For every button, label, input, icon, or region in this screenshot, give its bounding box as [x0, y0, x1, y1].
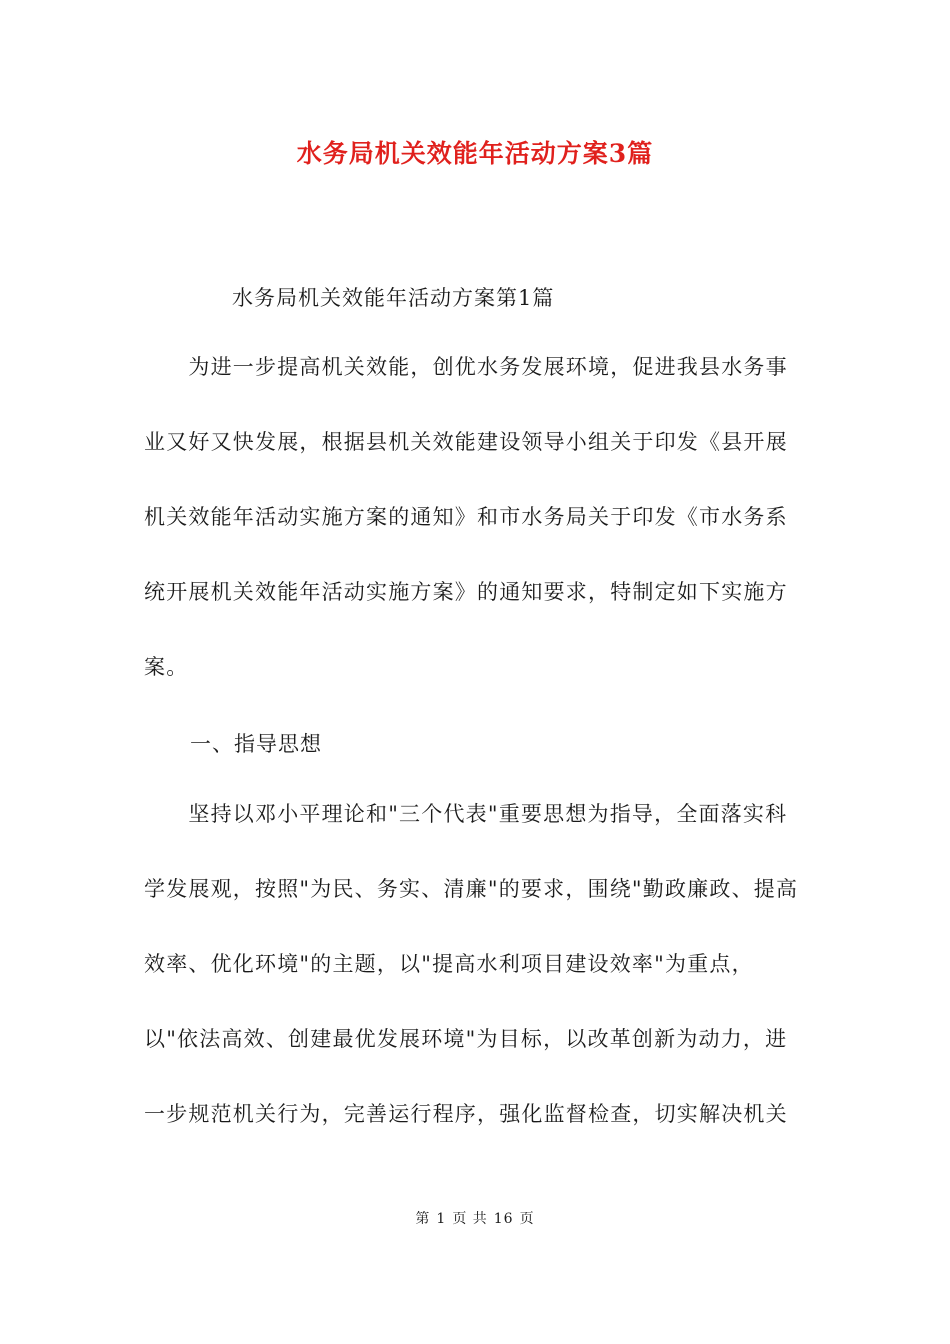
article-subtitle: 水务局机关效能年活动方案第1篇 [232, 286, 555, 310]
paragraph-line: 为进一步提高机关效能，创优水务发展环境，促进我县水务事 [144, 355, 788, 379]
paragraph-line: 坚持以邓小平理论和"三个代表"重要思想为指导，全面落实科 [144, 802, 788, 826]
footer-middle: 页 共 [452, 1211, 488, 1227]
footer-suffix: 页 [519, 1211, 535, 1227]
paragraph-line: 效率、优化环境"的主题，以"提高水利项目建设效率"为重点， [144, 952, 754, 976]
footer-total-pages: 16 [493, 1211, 514, 1227]
footer-prefix: 第 [415, 1211, 431, 1227]
paragraph-line: 机关效能年活动实施方案的通知》和市水务局关于印发《市水务系 [144, 505, 788, 529]
paragraph-line: 一步规范机关行为，完善运行程序，强化监督检查，切实解决机关 [144, 1102, 788, 1126]
paragraph-intro [144, 330, 814, 705]
paragraph-line: 业又好又快发展，根据县机关效能建设领导小组关于印发《县开展 [144, 430, 788, 454]
paragraph-line: 学发展观，按照"为民、务实、清廉"的要求，围绕"勤政廉政、提高 [144, 877, 799, 901]
paragraph-line: 以"依法高效、创建最优发展环境"为目标，以改革创新为动力，进 [144, 1027, 788, 1051]
paragraph-line: 统开展机关效能年活动实施方案》的通知要求，特制定如下实施方 [144, 580, 788, 604]
footer-page-number: 1 [436, 1211, 447, 1227]
document-title: 水务局机关效能年活动方案3篇 [296, 139, 654, 168]
section-heading-guiding-ideology: 一、指导思想 [190, 732, 322, 756]
paragraph-guiding-ideology [144, 777, 814, 1152]
paragraph-line: 案。 [144, 655, 189, 679]
page-footer [0, 1208, 950, 1228]
